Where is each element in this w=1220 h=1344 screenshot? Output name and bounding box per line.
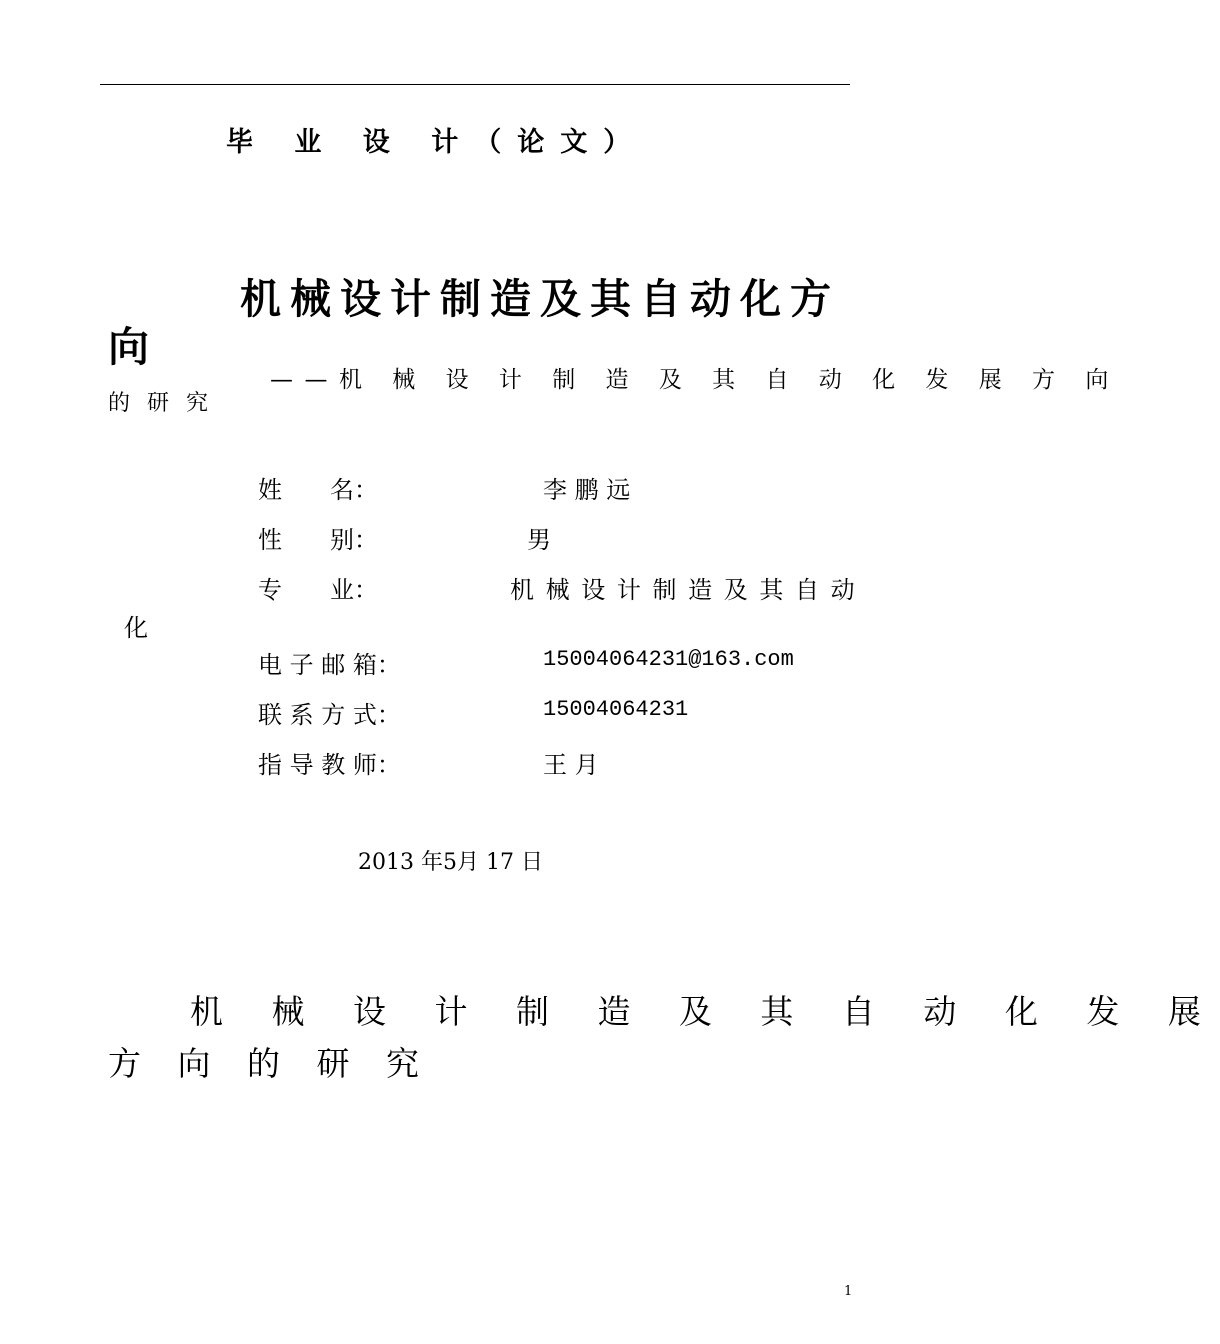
major-value-line-1: 机 械 设 计 制 造 及 其 自 动 [510,576,857,604]
contact-value: 15004064231 [543,697,689,722]
email-label: 电 子 邮 箱： [258,651,401,679]
page-number: 1 [844,1284,853,1299]
major-label: 专 业： [258,576,378,604]
thesis-title-line-1: 机械设计制造及其自动化方 [240,275,840,323]
body-title-line-1: 机 械 设 计 制 造 及 其 自 动 化 发 展 [190,992,1220,1031]
thesis-title-line-2: 向 [108,323,149,371]
gender-label: 性 别： [258,526,378,554]
name-label: 姓 名： [258,476,378,504]
advisor-label: 指 导 教 师： [258,751,401,779]
major-value-line-2: 化 [124,614,148,642]
submission-date: 2013 年5月 17 日 [358,850,543,875]
advisor-value: 王 月 [543,751,599,779]
thesis-subtitle-line-2: 的 研 究 [108,391,213,416]
thesis-subtitle-line-1: ——机 械 设 计 制 造 及 其 自 动 化 发 展 方 向 [270,367,1120,393]
gender-value: 男 [527,526,551,554]
document-type-heading: 毕 业 设 计（论文） [226,127,647,158]
contact-label: 联 系 方 式： [258,701,401,729]
email-value: 15004064231@163.com [543,647,794,672]
header-rule [100,84,850,85]
body-title-line-2: 方 向 的 研 究 [108,1044,432,1083]
name-value: 李 鹏 远 [543,476,631,504]
